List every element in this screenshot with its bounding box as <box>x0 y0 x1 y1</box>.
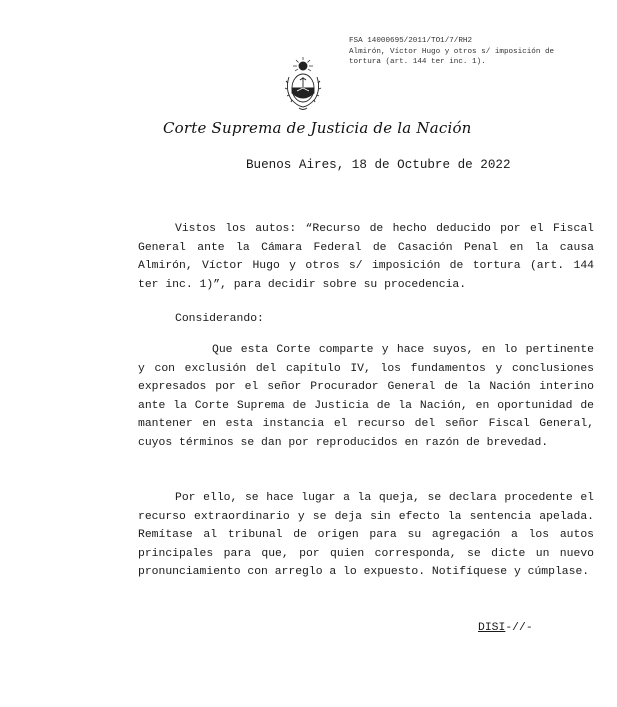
court-name: Corte Suprema de Justicia de la Nación <box>163 119 472 137</box>
paragraph-fundamentos: Que esta Corte comparte y hace suyos, en lo pertinente y con exclusión del capítulo IV, los fundamentos y conclusiones expresados por el señor Procurador General de la Nación interino ante la Corte Suprema de Justicia de la Nación, en oportunidad de mantener en esta instancia el recurso del señor Fiscal General, cuyos términos se dan por reproducidos en razón de brevedad. <box>138 344 594 449</box>
signature-suffix: -//- <box>505 622 533 634</box>
case-caption-line1: Almirón, Víctor Hugo y otros s/ imposición de <box>349 47 555 56</box>
coat-of-arms-icon <box>283 55 323 115</box>
case-reference <box>349 36 554 68</box>
case-number: FSA 14000695/2011/TO1/7/RH2 <box>349 37 473 45</box>
paragraph-considerando: Considerando: <box>175 313 264 325</box>
date-line: Buenos Aires, 18 de Octubre de 2022 <box>246 158 511 172</box>
paragraph-vistos: Vistos los autos: “Recurso de hecho deducido por el Fiscal General ante la Cámara Federal de Casación Penal en la causa Almirón, Víctor Hugo y otros s/ imposición de tortura (art. 144 ter inc. 1)”, para decidir sobre su procedencia. <box>138 223 594 291</box>
paragraph-resolucion: Por ello, se hace lugar a la queja, se declara procedente el recurso extraordinario y se deja sin efecto la sentencia apelada. Remítase al tribunal de origen para su agregación a los autos principales para que, por quien corresponda, se dicte un nuevo pronunciamiento con arreglo a lo expuesto. Notifíquese y cúmplase. <box>138 492 594 579</box>
case-caption-line2: tortura (art. 144 ter inc. 1). <box>349 58 486 66</box>
signature-line <box>478 622 533 634</box>
signature-code: DISI <box>478 622 506 634</box>
